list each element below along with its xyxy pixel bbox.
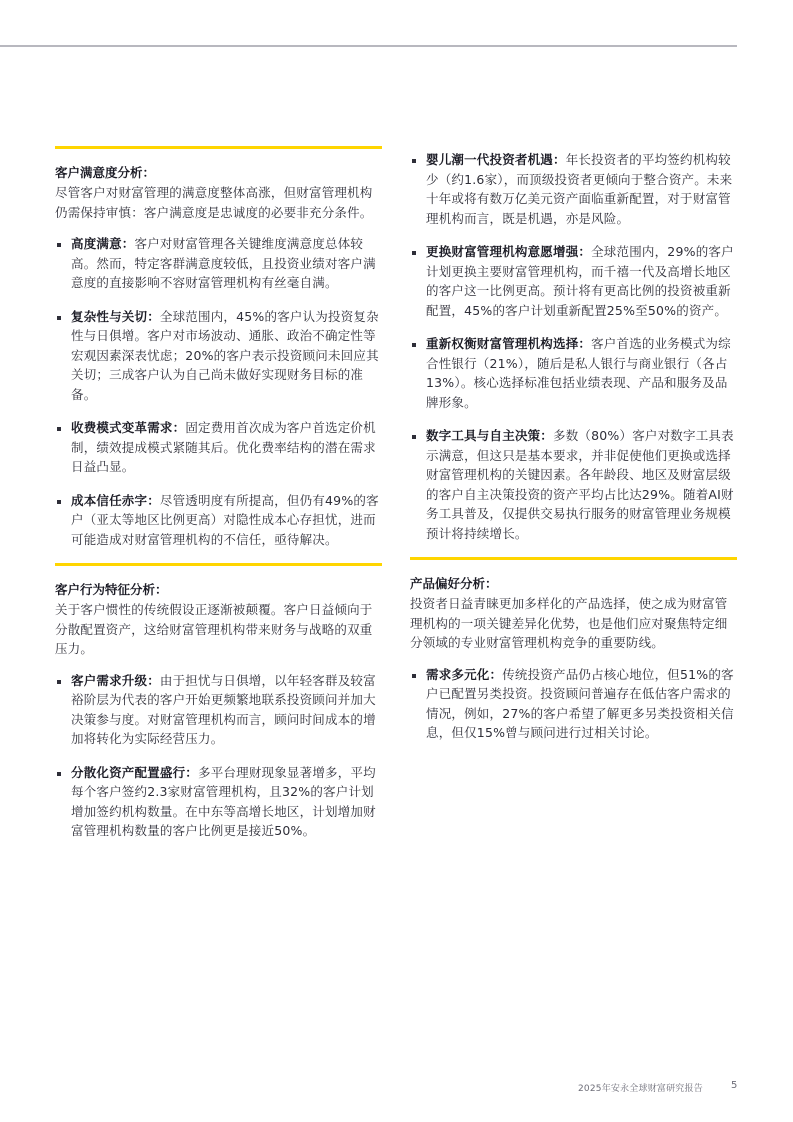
right-column (410, 146, 737, 743)
bullet-text: 尽管透明度有所提高，但仍有49%的客户（亚太等地区比例更高）对隐性成本心存担忧，进而可能造成对财富管理机构的不信任，亟待解决。 (71, 492, 379, 547)
list-item (55, 491, 382, 550)
bullet-list-continued (410, 150, 737, 543)
list-item (410, 426, 737, 543)
section-behavior (55, 580, 382, 841)
list-item (410, 665, 737, 743)
page-number: 5 (731, 1080, 738, 1091)
bullet-label: 重新权衡财富管理机构选择： (426, 336, 592, 351)
list-item (55, 418, 382, 477)
bullet-label: 收费模式变革需求： (71, 420, 186, 435)
bullet-text: 由于担忧与日俱增，以年轻客群及较富裕阶层为代表的客户开始更频繁地联系投资顾问并加大决策参与度。对财富管理机构而言，顾问时间成本的增加将转化为实际经营压力。 (71, 672, 376, 746)
section-divider (55, 146, 382, 149)
section-satisfaction (55, 163, 382, 549)
section-divider (55, 563, 382, 566)
section-intro: 尽管客户对财富管理的满意度整体高涨，但财富管理机构仍需保持审慎：客户满意度是忠诚度的必要非充分条件。 (55, 185, 373, 220)
list-item (55, 307, 382, 405)
bullet-text: 年长投资者的平均签约机构较少（约1.6家），而顶级投资者更倾向于整合资产。未来十年或将有数万亿美元资产面临重新配置，对于财富管理机构而言，既是机遇，亦是风险。 (426, 152, 733, 226)
bullet-text: 传统投资产品仍占核心地位，但51%的客户已配置另类投资。投资顾问普遍存在低估客户需求的情况，例如，27%的客户希望了解更多另类投资相关信息，但仅15%曾与顾问进行过相关讨论。 (426, 666, 734, 740)
list-item (55, 671, 382, 749)
section-title: 产品偏好分析： (410, 576, 498, 591)
bullet-text: 固定费用首次成为客户首选定价机制，绩效提成模式紧随其后。优化费率结构的潜在需求日益凸显。 (71, 420, 376, 474)
section-product-preference (410, 574, 737, 743)
footer-report-title: 2025年安永全球财富研究报告 (578, 1084, 703, 1094)
bullet-label: 更换财富管理机构意愿增强： (426, 244, 592, 259)
bullet-label: 高度满意： (71, 236, 135, 251)
list-item (410, 334, 737, 412)
bullet-text: 客户首选的业务模式为综合性银行（21%），随后是私人银行与商业银行（各占13%）。核心选择标准包括业绩表现、产品和服务及品牌形象。 (426, 336, 731, 410)
bullet-label: 数字工具与自主决策： (426, 428, 554, 443)
bullet-label: 复杂性与关切： (71, 308, 160, 324)
section-intro: 投资者日益青睐更加多样化的产品选择，使之成为财富管理机构的一项关键差异化优势，也是他们应对聚焦特定细分领域的专业财富管理机构竞争的重要防线。 (410, 596, 728, 650)
header-divider (0, 45, 737, 47)
bullet-text: 多数（80%）客户对数字工具表示满意，但这只是基本要求，并非促使他们更换或选择财富管理机构的关键因素。各年龄段、地区及财富层级的客户自主决策投资的资产平均占比达29%。随着AI财务工具普及，仅提供交易执行服务的财富管理业务规模预计将持续增长。 (426, 428, 734, 541)
bullet-label: 婴儿潮一代投资者机遇： (426, 152, 566, 167)
bullet-list (410, 665, 737, 743)
bullet-label: 分散化资产配置盛行： (71, 764, 199, 780)
list-item (55, 234, 382, 293)
section-title: 客户行为特征分析： (55, 582, 168, 597)
bullet-label: 客户需求升级： (71, 672, 160, 688)
section-title: 客户满意度分析： (55, 165, 156, 180)
bullet-text: 全球范围内，45%的客户认为投资复杂性与日俱增。客户对市场波动、通胀、政治不确定性等宏观因素深表忧虑；20%的客户表示投资顾问未回应其关切；三成客户认为自己尚未做好实现财务目标的准备。 (71, 308, 379, 402)
bullet-text: 客户对财富管理各关键维度满意度总体较高。然而，特定客群满意度较低，且投资业绩对客户满意度的直接影响不容财富管理机构有丝毫自满。 (71, 236, 376, 290)
bullet-list (55, 234, 382, 549)
bullet-label: 需求多元化： (426, 666, 503, 682)
bullet-text: 多平台理财现象显著增多，平均每个客户签约2.3家财富管理机构，且32%的客户计划增加签约机构数量。在中东等高增长地区，计划增加财富管理机构数量的客户比例更是接近50%。 (71, 764, 376, 838)
list-item (410, 150, 737, 228)
list-item (410, 242, 737, 320)
section-intro: 关于客户惯性的传统假设正逐渐被颠覆。客户日益倾向于分散配置资产，这给财富管理机构带来财务与战略的双重压力。 (55, 602, 373, 656)
bullet-text: 全球范围内，29%的客户计划更换主要财富管理机构，而千禧一代及高增长地区的客户这一比例更高。预计将有更高比例的投资被重新配置，45%的客户计划重新配置25%至50%的资产。 (426, 244, 734, 318)
bullet-label: 成本信任赤字： (71, 492, 160, 508)
left-column (55, 146, 382, 841)
bullet-list (55, 671, 382, 841)
section-divider (410, 557, 737, 560)
list-item (55, 763, 382, 841)
